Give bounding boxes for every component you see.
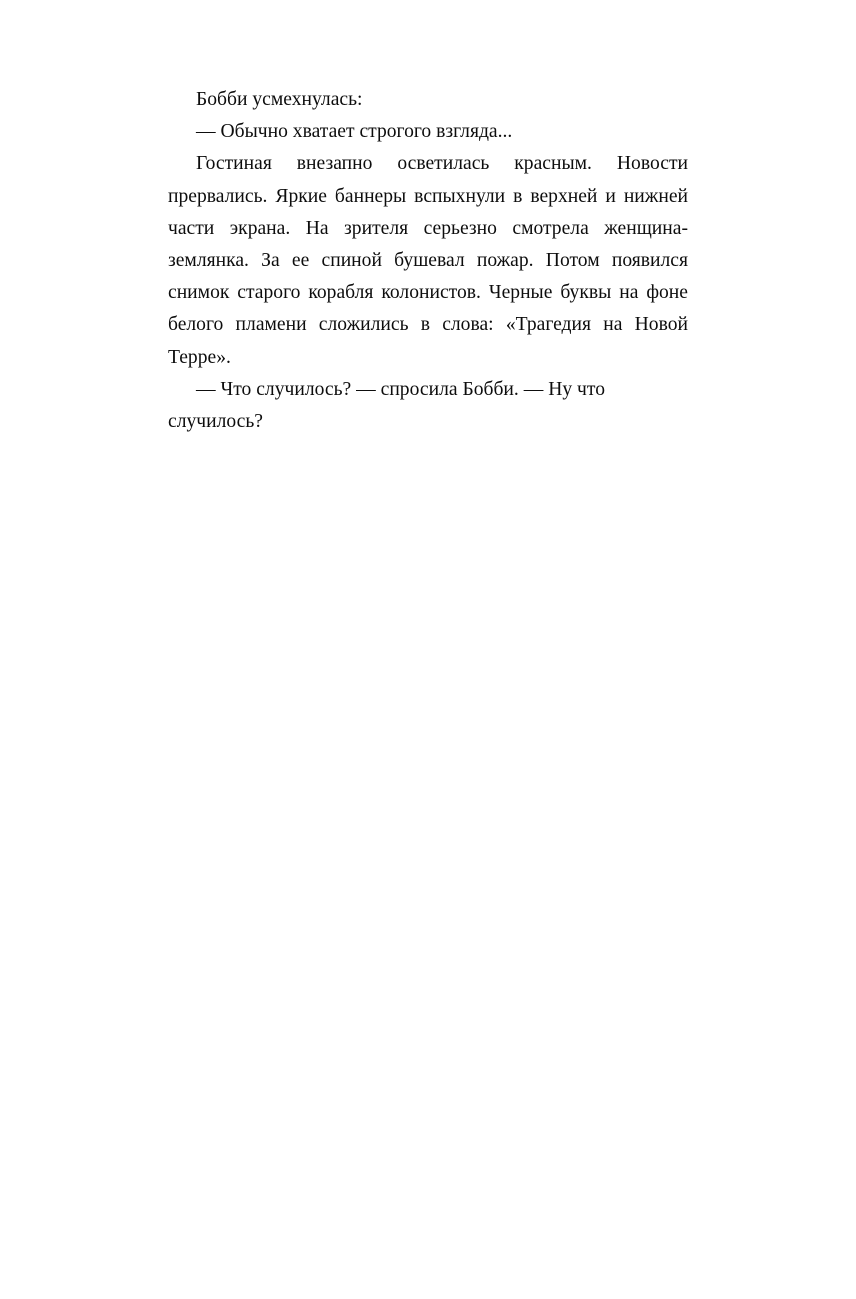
page-text-block	[168, 84, 688, 438]
paragraph-1: Бобби усмехнулась:	[196, 89, 363, 110]
paragraph-3: Гостиная внезапно осветилась красным. Новости прервались. Яркие баннеры вспыхнули в верхней и нижней части экрана. На зрителя серьезно смотрела женщина-землянка. За ее спиной бушевал пожар. Потом появился снимок старого корабля колонистов. Черные буквы на фоне белого пламени сложились в слова: «Трагедия на Новой Терре».	[168, 153, 688, 368]
paragraph-4: — Что случилось? — спросила Бобби. — Ну что случилось?	[168, 378, 606, 433]
paragraph-2: — Обычно хватает строгого взгляда...	[196, 121, 513, 143]
